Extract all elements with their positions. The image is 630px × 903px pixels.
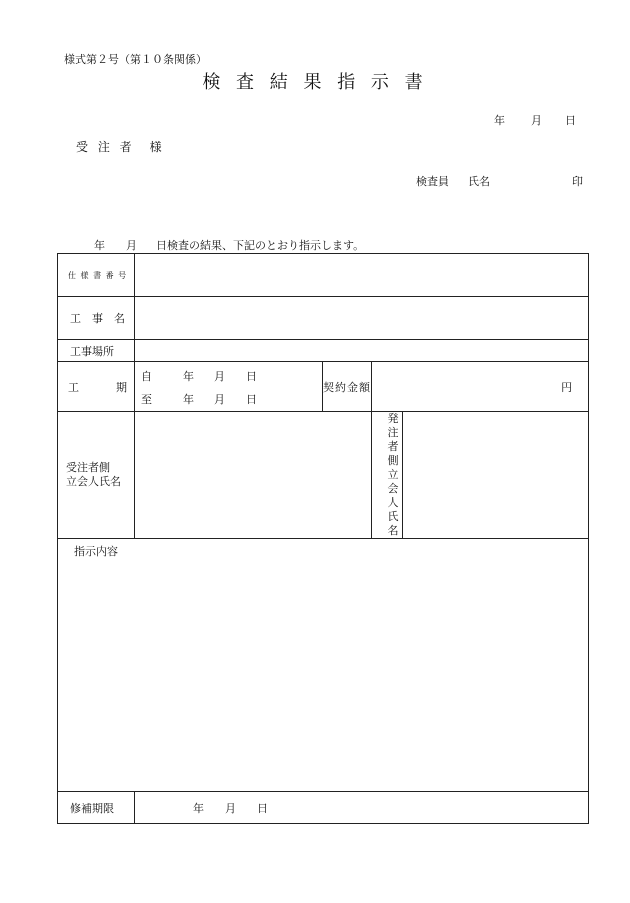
period-from-day: 日 (246, 370, 257, 383)
project-name-field[interactable] (135, 297, 589, 340)
site-label: 工事場所 (58, 340, 135, 362)
client-witness-label-1: 発注者側 (387, 412, 399, 467)
instructions-row (58, 539, 589, 792)
issue-date-day: 日 (565, 114, 576, 127)
period-from-month: 月 (214, 370, 225, 383)
spec-number-field[interactable] (135, 254, 589, 297)
contract-amount-field[interactable] (372, 362, 589, 412)
intro-text: 日検査の結果、下記のとおり指示します。 (156, 239, 365, 252)
repair-deadline-field[interactable] (135, 792, 589, 824)
seal-mark: 印 (572, 175, 583, 188)
instructions-area[interactable] (58, 539, 589, 792)
spec-number-label: 仕 様 書 番 号 (58, 254, 135, 297)
project-name-row (58, 297, 589, 340)
period-label (58, 362, 135, 412)
period-to-month: 月 (214, 393, 225, 406)
period-to-day: 日 (246, 393, 257, 406)
form-number: 様式第２号（第１０条関係） (64, 53, 207, 66)
recipient: 受 注 者 様 (76, 140, 165, 154)
period-to-year: 年 (183, 393, 194, 406)
document-title: 検 査 結 果 指 示 書 (202, 72, 428, 93)
client-witness-label (372, 412, 403, 539)
spec-number-row (58, 254, 589, 297)
deadline-year: 年 (193, 801, 204, 815)
intro-sentence (94, 237, 364, 253)
site-field[interactable] (135, 340, 589, 362)
contract-amount-label: 契約金額 (323, 362, 372, 412)
intro-year: 年 (94, 239, 105, 252)
period-from-label: 自 (141, 370, 152, 383)
inspector-line (416, 173, 583, 189)
period-to-label: 至 (141, 393, 152, 406)
issue-date-year: 年 (494, 114, 505, 127)
instructions-label: 指示内容 (74, 545, 118, 558)
period-label-2: 期 (116, 381, 127, 394)
inspector-name-label: 氏名 (468, 175, 490, 188)
period-field[interactable] (135, 362, 323, 412)
contractor-witness-label (58, 412, 135, 539)
deadline-month: 月 (225, 801, 236, 815)
client-witness-field[interactable] (403, 412, 589, 539)
site-row (58, 340, 589, 362)
intro-month: 月 (126, 239, 137, 252)
yen-unit: 円 (561, 380, 573, 394)
period-to (141, 391, 257, 407)
client-witness-label-2: 立会人氏名 (387, 468, 399, 537)
project-name-label: 工 事 名 (58, 297, 135, 340)
issue-date-month: 月 (531, 114, 542, 127)
period-row (58, 362, 589, 412)
period-from-year: 年 (183, 370, 194, 383)
witness-row (58, 412, 589, 539)
period-from (141, 368, 257, 384)
inspection-form-table (57, 253, 589, 824)
period-label-1: 工 (68, 381, 79, 394)
contractor-witness-field[interactable] (135, 412, 372, 539)
contractor-witness-label-2: 立会人氏名 (66, 475, 121, 488)
repair-deadline-row (58, 792, 589, 824)
repair-deadline-label: 修補期限 (58, 792, 135, 824)
contractor-witness-label-1: 受注者側 (66, 461, 110, 474)
inspector-label: 検査員 (416, 175, 449, 188)
issue-date (494, 112, 576, 128)
deadline-day: 日 (257, 801, 268, 815)
